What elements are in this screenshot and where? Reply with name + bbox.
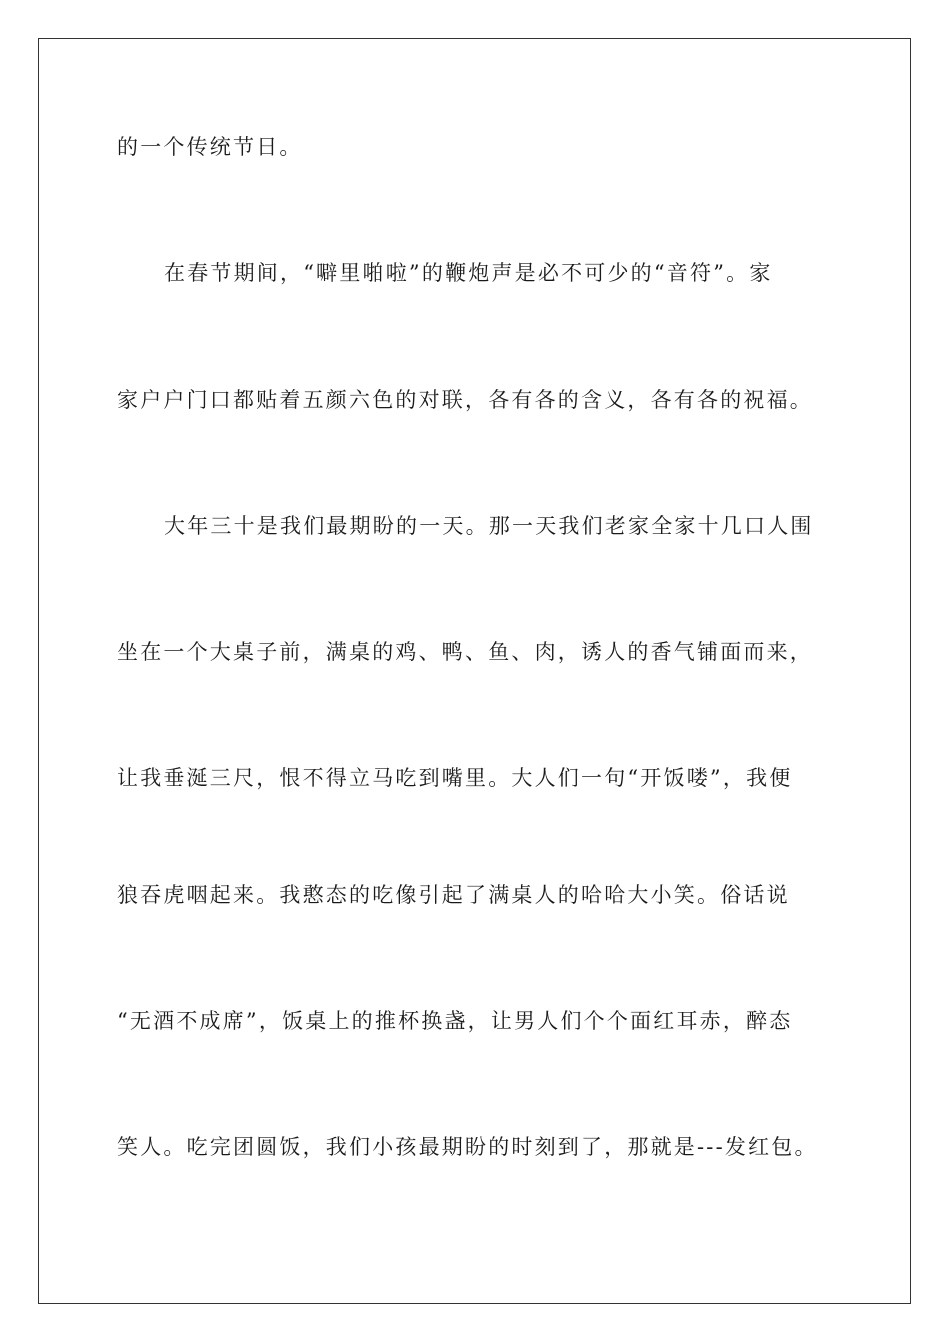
text-line-5: 坐在一个大桌子前，满桌的鸡、鸭、鱼、肉，诱人的香气铺面而来，: [117, 640, 813, 664]
text-line-6: 让我垂涎三尺，恨不得立马吃到嘴里。大人们一句“开饭喽”，我便: [117, 766, 793, 790]
text-line-1: 的一个传统节日。: [117, 135, 303, 159]
text-line-4: 大年三十是我们最期盼的一天。那一天我们老家全家十几口人围: [164, 514, 814, 538]
text-line-8: “无酒不成席”，饭桌上的推杯换盏，让男人们个个面红耳赤，醉态: [117, 1009, 793, 1033]
text-line-2: 在春节期间，“噼里啪啦”的鞭炮声是必不可少的“音符”。家: [164, 261, 773, 285]
page-border: [38, 38, 911, 1304]
text-line-3: 家户户门口都贴着五颜六色的对联，各有各的含义，各有各的祝福。: [117, 388, 813, 412]
text-line-9: 笑人。吃完团圆饭，我们小孩最期盼的时刻到了，那就是---发红包。: [117, 1135, 818, 1159]
text-line-7: 狼吞虎咽起来。我憨态的吃像引起了满桌人的哈哈大小笑。俗话说: [117, 883, 790, 907]
